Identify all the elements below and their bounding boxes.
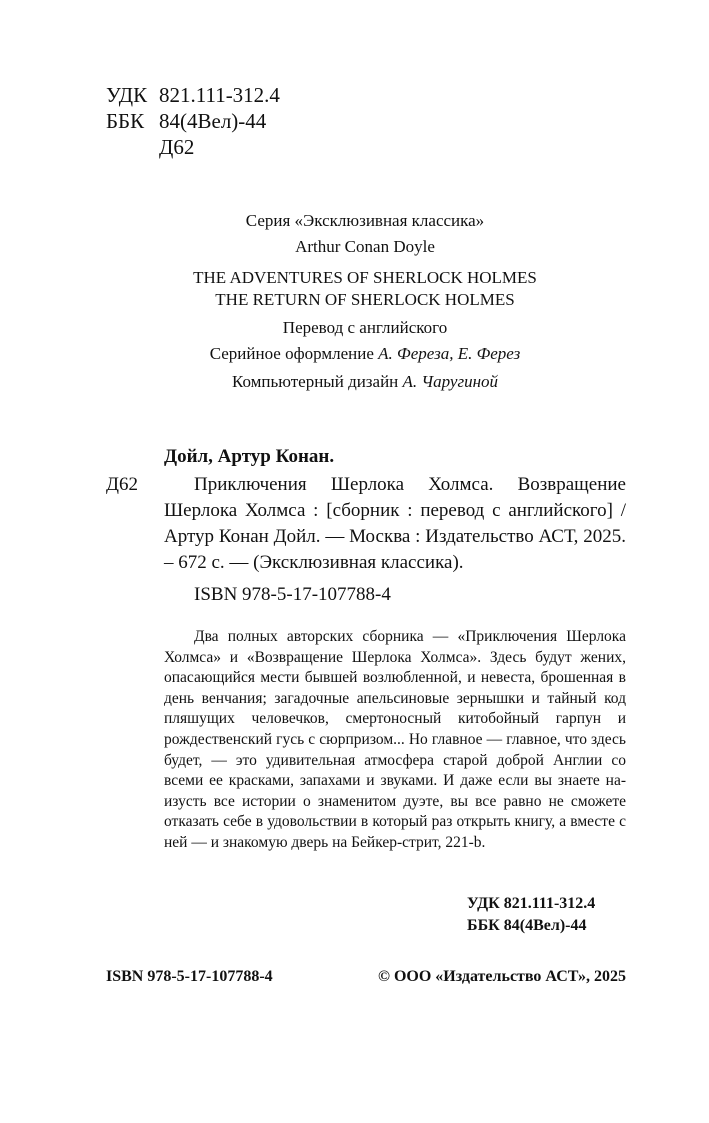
original-author: Arthur Conan Doyle	[295, 237, 435, 256]
author-code: Д62	[159, 135, 195, 159]
bib-code: Д62	[106, 474, 138, 495]
computer-design-name: А. Чаругиной	[402, 372, 499, 391]
original-title-1: THE ADVENTURES OF SHERLOCK HOLMES	[193, 268, 537, 287]
original-title-2: THE RETURN OF SHERLOCK HOLMES	[215, 290, 515, 309]
bib-author: Дойл, Артур Конан.	[164, 446, 335, 467]
bottom-udk: УДК 821.111-312.4	[467, 895, 596, 912]
bib-body	[106, 472, 626, 576]
series-design-names: А. Фереза, Е. Ферез	[378, 344, 521, 363]
author-code-row	[106, 134, 280, 160]
annotation-paragraph: Два полных авторских сборника — «Приключения Шерлока Холмса» и «Возвращение Шерлока Холмса». Здесь будут жених, опасающийся мести бывшей возлюбленной, и невеста, брошенная в день венчания; загадочные апельсиновые зернышки и тайный код пляшущих человечков, смертоносный китобойный гарпун и рождественский гусь с сюрпризом... Но главное — главное, что здесь будет, — это удивительная атмосфера старой доброй Англии со всеми ее красками, запахами и звуками. И даже если вы знаете наизусть все истории о знаменитом дуэте, вы все равно не сможете отказать себе в удовольствии в который раз открыть книгу, а вместе с ней — и знакомую дверь на Бейкер-стрит, 221-b.	[164, 628, 626, 851]
udk-row	[106, 82, 280, 108]
footer-copyright: © ООО «Издательство АСТ», 2025	[377, 968, 626, 985]
udk-value: 821.111-312.4	[159, 83, 280, 107]
bottom-bbk: ББК 84(4Вел)-44	[467, 917, 587, 934]
credits-block	[140, 208, 590, 395]
computer-design-label: Компьютерный дизайн	[231, 372, 403, 391]
translation-note: Перевод с английского	[282, 318, 448, 337]
bbk-value: 84(4Вел)-44	[159, 109, 267, 133]
bbk-label: ББК	[106, 109, 145, 133]
series-design-label: Серийное оформление	[209, 344, 379, 363]
bib-isbn: ISBN 978-5-17-107788-4	[194, 584, 391, 605]
computer-design-credit	[140, 369, 590, 395]
bottom-classification	[467, 893, 595, 937]
footer-isbn: ISBN 978-5-17-107788-4	[106, 968, 273, 985]
series-design-credit	[140, 341, 590, 367]
bbk-row	[106, 108, 280, 134]
bibliographic-entry	[106, 444, 626, 608]
bib-description: Приключения Шерлока Холмса. Возвращение Шерлока Холмса : [сборник : перевод с английского] / Артур Конан Дойл. — Москва : Издательство АСТ, 2025. – 672 с. — (Эксклюзивная классика).	[164, 474, 626, 573]
classification-block	[106, 82, 280, 160]
udk-label: УДК	[106, 83, 148, 107]
series-name: Серия «Эксклюзивная классика»	[245, 211, 485, 230]
